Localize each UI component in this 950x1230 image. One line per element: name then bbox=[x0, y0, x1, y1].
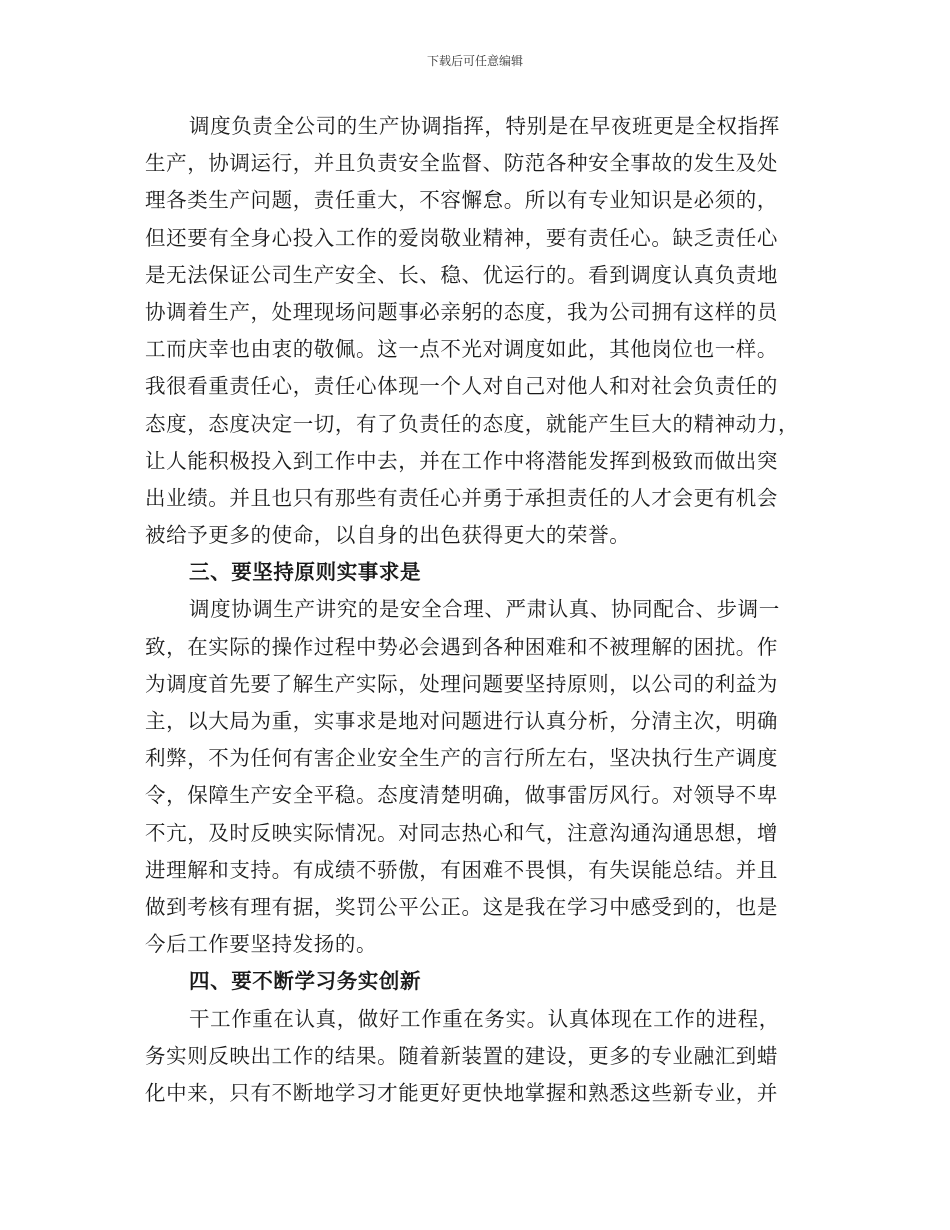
paragraph-line: 做到考核有理有据，奖罚公平公正。这是我在学习中感受到的，也是 bbox=[145, 894, 778, 919]
paragraph-line: 进理解和支持。有成绩不骄傲，有困难不畏惧，有失误能总结。并且 bbox=[145, 857, 778, 882]
document-body bbox=[145, 108, 825, 1112]
paragraph-line: 是无法保证公司生产安全、长、稳、优运行的。看到调度认真负责地 bbox=[145, 262, 778, 287]
paragraph-line: 生产，协调运行，并且负责安全监督、防范各种安全事故的发生及处 bbox=[145, 151, 778, 176]
paragraph-line: 出业绩。并且也只有那些有责任心并勇于承担责任的人才会更有机会 bbox=[145, 485, 778, 510]
paragraph-line: 工而庆幸也由衷的敬佩。这一点不光对调度如此，其他岗位也一样。 bbox=[145, 337, 778, 362]
paragraph-line: 今后工作要坚持发扬的。 bbox=[145, 932, 378, 957]
paragraph-line: 被给予更多的使命，以自身的出色获得更大的荣誉。 bbox=[145, 523, 631, 548]
paragraph-line: 调度负责全公司的生产协调指挥，特别是在早夜班更是全权指挥 bbox=[189, 114, 780, 138]
paragraph-line: 务实则反映出工作的结果。随着新装置的建设，更多的专业融汇到蜡 bbox=[145, 1043, 778, 1068]
section-heading: 四、要不断学习务实创新 bbox=[189, 969, 422, 994]
paragraph-line: 为调度首先要了解生产实际，处理问题要坚持原则，以公司的利益为 bbox=[145, 671, 778, 696]
paragraph-line: 主，以大局为重，实事求是地对问题进行认真分析，分清主次，明确 bbox=[145, 709, 778, 733]
paragraph-line: 利弊，不为任何有害企业安全生产的言行所左右，坚决执行生产调度 bbox=[145, 746, 778, 771]
paragraph-line: 但还要有全身心投入工作的爱岗敬业精神，要有责任心。缺乏责任心 bbox=[145, 225, 778, 250]
paragraph-line: 调度协调生产讲究的是安全合理、严肃认真、协同配合、步调一 bbox=[189, 597, 780, 622]
paragraph-line: 让人能积极投入到工作中去，并在工作中将潜能发挥到极致而做出突 bbox=[145, 448, 778, 473]
paragraph-line: 致，在实际的操作过程中势必会遇到各种困难和不被理解的困扰。作 bbox=[145, 634, 778, 659]
paragraph-line: 化中来，只有不断地学习才能更好更快地掌握和熟悉这些新专业，并 bbox=[145, 1080, 778, 1105]
paragraph-line: 干工作重在认真，做好工作重在务实。认真体现在工作的进程， bbox=[189, 1006, 780, 1031]
paragraph-line: 不亢，及时反映实际情况。对同志热心和气，注意沟通沟通思想，增 bbox=[145, 820, 778, 845]
section-heading: 三、要坚持原则实事求是 bbox=[189, 560, 422, 585]
paragraph-line: 令，保障生产安全平稳。态度清楚明确，做事雷厉风行。对领导不卑 bbox=[145, 783, 778, 808]
paragraph-line: 理各类生产问题，责任重大，不容懈怠。所以有专业知识是必须的， bbox=[145, 188, 778, 213]
paragraph-line: 我很看重责任心，责任心体现一个人对自己对他人和对社会负责任的 bbox=[145, 374, 778, 399]
paragraph-line: 协调着生产，处理现场问题事必亲躬的态度，我为公司拥有这样的员 bbox=[145, 299, 778, 324]
page-header: 下载后可任意编辑 bbox=[426, 54, 523, 68]
paragraph-line: 态度，态度决定一切，有了负责任的态度，就能产生巨大的精神动力， bbox=[145, 411, 800, 436]
